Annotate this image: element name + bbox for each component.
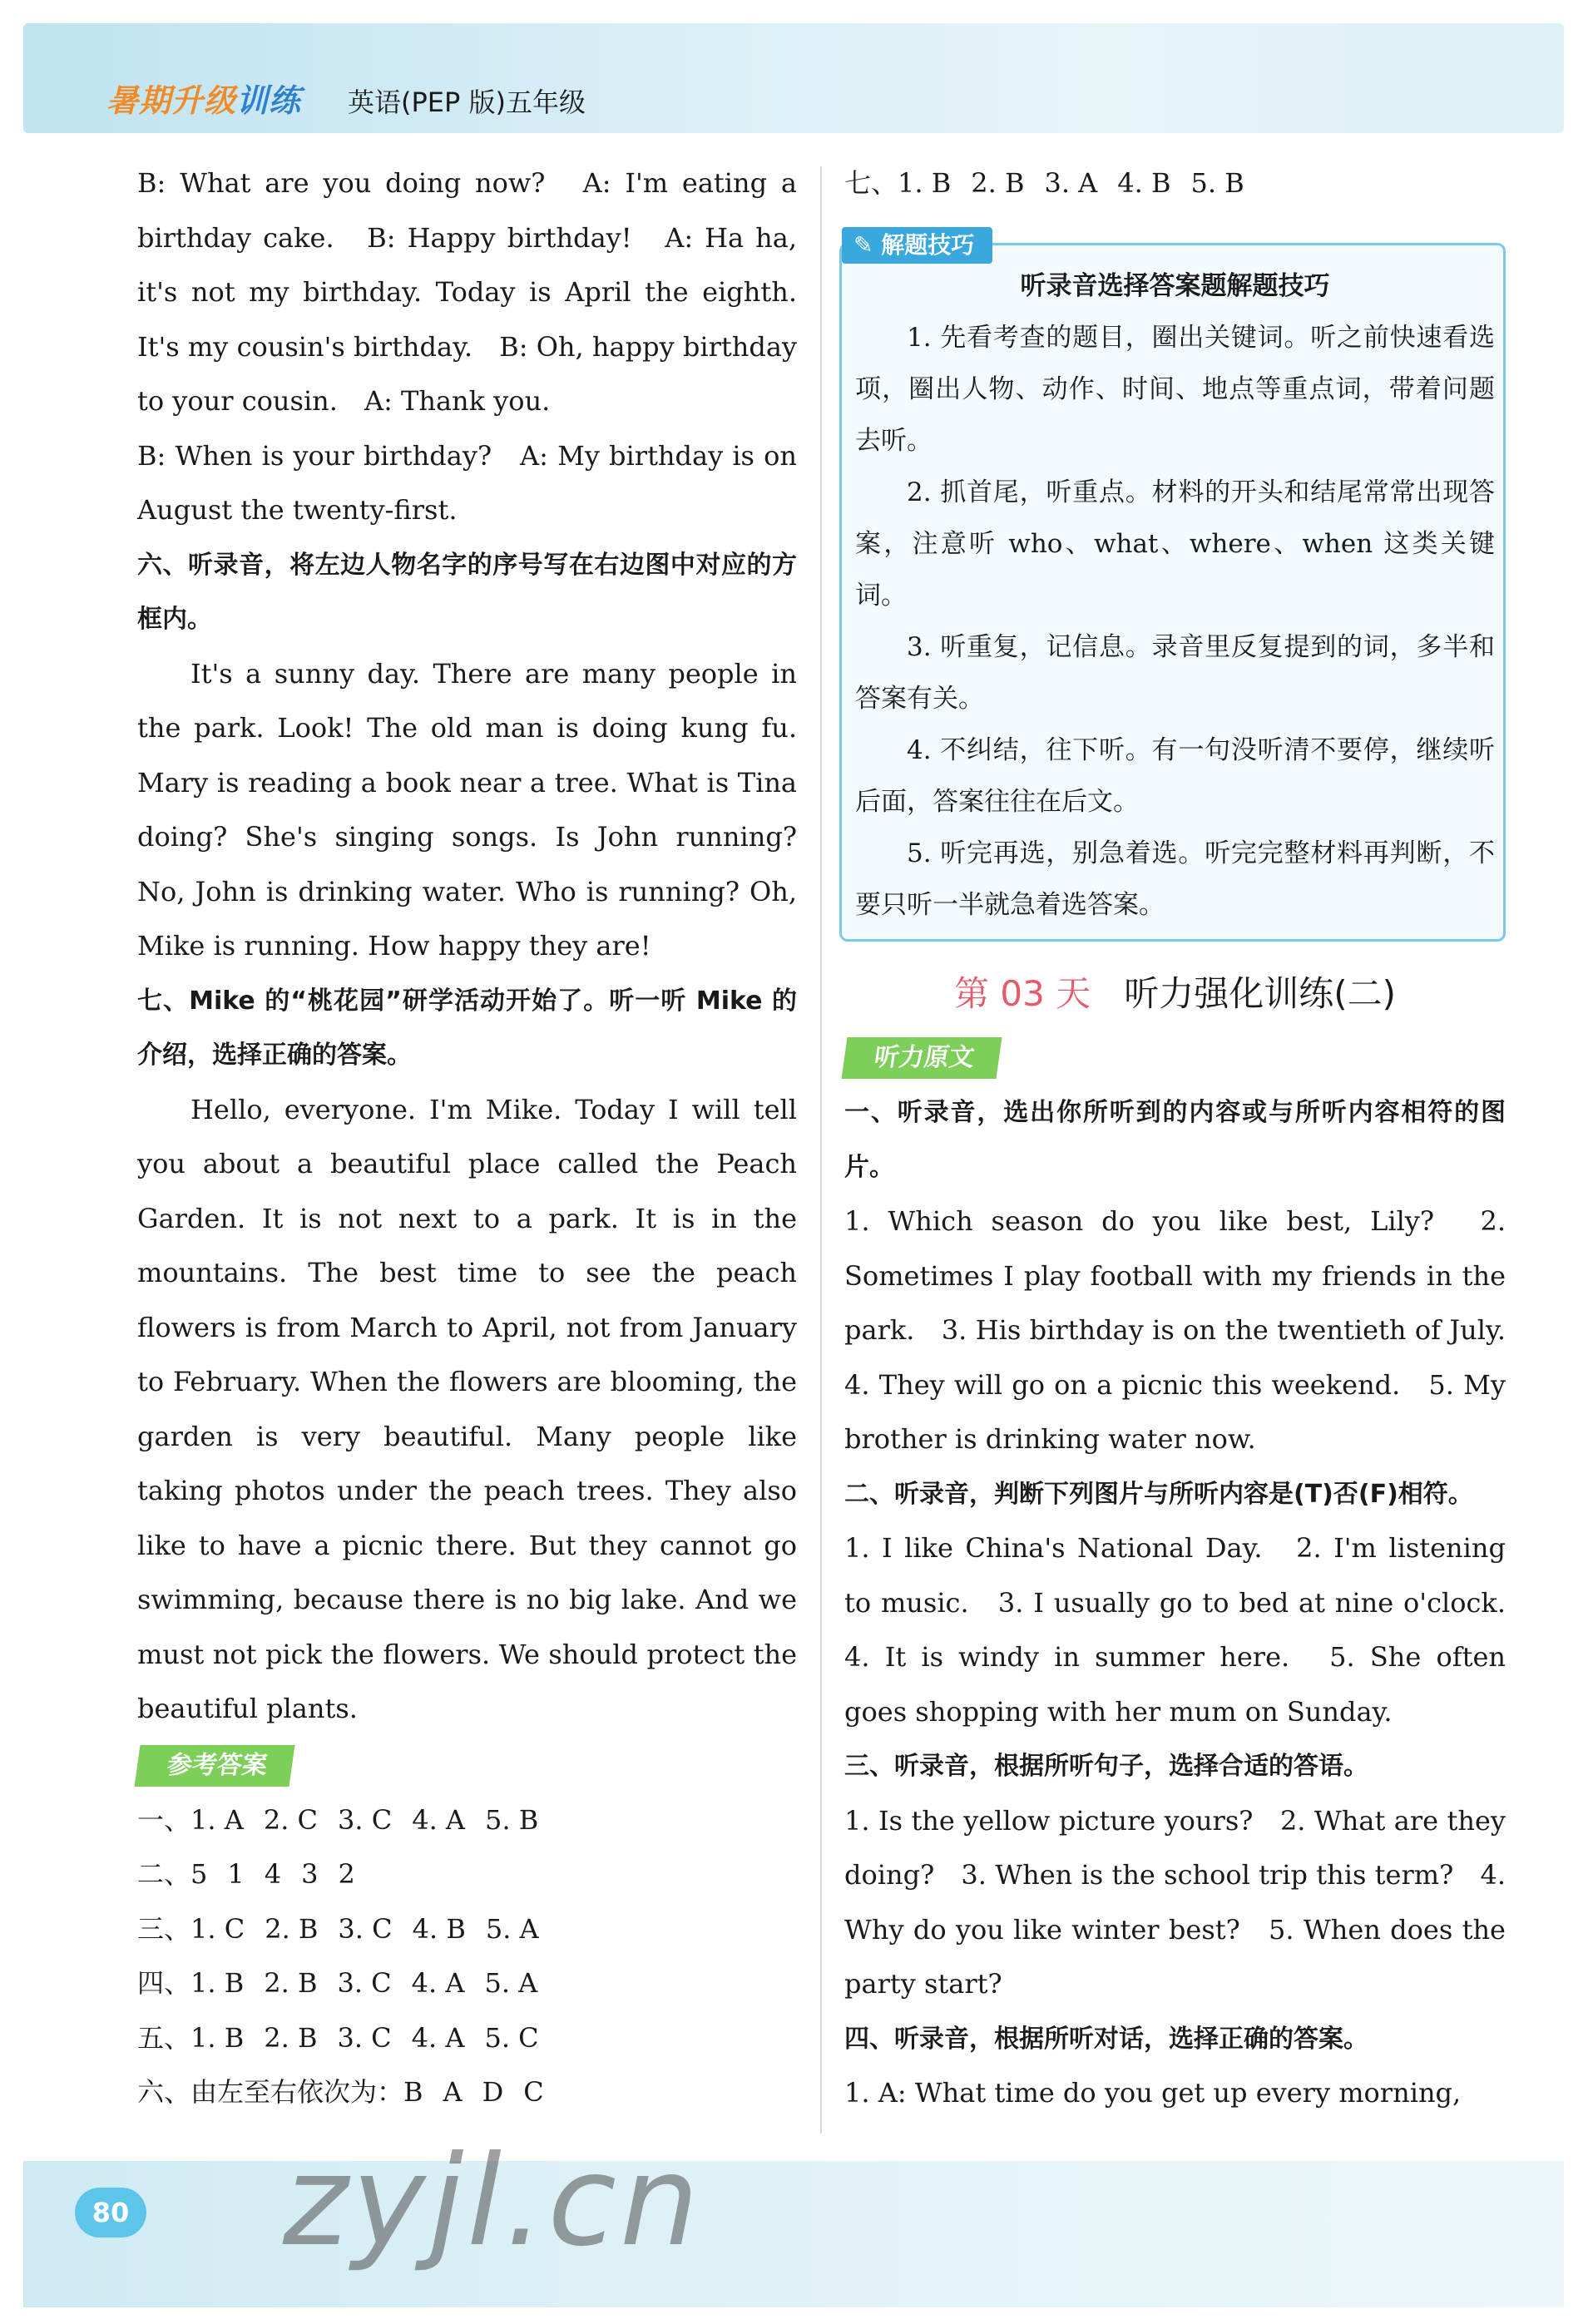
tip-item: 5. 听完再选，别急着选。听完完整材料再判断，不要只听一半就急着选答案。 — [855, 838, 1495, 920]
answer-row: 七、1. B 2. B 3. A 4. B 5. B — [844, 167, 1244, 199]
answer-row: 四、1. B 2. B 3. C 4. A 5. A — [137, 1967, 538, 1999]
listening-script: It's a sunny day. There are many people in the park. Look! The old man is doing kung fu. Mary is reading a book near a tree. What is Tina doing? She's singing songs. Is John running? No, John is drinking water. Who is running? Oh, Mike is running. How happy they are! — [137, 657, 797, 962]
listening-script: 1. Is the yellow picture yours? 2. What are they doing? 3. When is the school trip this term? 4. Why do you like winter best? 5. When does the party start? — [844, 1804, 1506, 2000]
answer-row: 二、5 1 4 3 2 — [137, 1858, 355, 1890]
subject-title: 英语(PEP 版)五年级 — [348, 87, 586, 118]
brand-logo: 暑期升级训练 — [106, 82, 302, 119]
dialogue-text: B: When is your birthday? A: My birthday is on August the twenty-first. — [137, 439, 797, 526]
section-title: 七、Mike 的“桃花园”研学活动开始了。听一听 Mike 的介绍，选择正确的答案。 — [137, 986, 797, 1070]
tips-title: 听录音选择答案题解题技巧 — [1020, 270, 1330, 301]
page-number: 80 — [75, 2188, 146, 2237]
tip-item: 2. 抓首尾，听重点。材料的开头和结尾常常出现答案，注意听 who、what、where、when 这类关键词。 — [855, 477, 1495, 611]
day-title: 听力强化训练(二) — [1124, 972, 1396, 1014]
section-title: 一、听录音，选出你所听到的内容或与所听内容相符的图片。 — [844, 1098, 1506, 1182]
tip-item: 3. 听重复，记信息。录音里反复提到的词，多半和答案有关。 — [855, 631, 1495, 714]
listening-script: Hello, everyone. I'm Mike. Today I will tell you about a beautiful place called the Peach Garden. It is not next to a park. It is in the mountains. The best time to see the peach flowers is from March to April, not from January to February. When the flowers are blooming, the garden is very beautiful. Many people like taking photos under the peach trees. They also like to have a picnic there. But they cannot go swimming, because there is no big lake. And we must not pick the flowers. We should protect the beautiful plants. — [137, 1093, 797, 1724]
day-heading — [844, 967, 1506, 1021]
section-title: 二、听录音，判断下列图片与所听内容是(T)否(F)相符。 — [844, 1479, 1473, 1509]
answers-tag: 参考答案 — [134, 1745, 294, 1787]
day-number: 第 03 天 — [954, 972, 1091, 1014]
answer-row: 三、1. C 2. B 3. C 4. B 5. A — [137, 1912, 539, 1945]
answer-row: 六、由左至右依次为：B A D C — [137, 2076, 544, 2108]
section-title: 三、听录音，根据所听句子，选择合适的答语。 — [844, 1752, 1368, 1781]
answer-row: 一、1. A 2. C 3. C 4. A 5. B — [137, 1803, 539, 1836]
page-footer — [23, 2161, 1564, 2307]
watermark: zyjl.cn — [283, 2129, 703, 2274]
listening-script: 1. Which season do you like best, Lily? 2. Sometimes I play football with my friends in the park. 3. His birthday is on the twentieth of July. 4. They will go on a picnic this weekend. 5. My brother is drinking water now. — [844, 1205, 1533, 1455]
tip-item: 4. 不纠结，往下听。有一句没听清不要停，继续听后面，答案往往在后文。 — [855, 734, 1495, 817]
column-divider — [820, 166, 822, 2134]
tips-box — [839, 230, 1506, 942]
section-title: 四、听录音，根据所听对话，选择正确的答案。 — [844, 2024, 1368, 2054]
listening-script: 1. A: What time do you get up every morning, — [844, 2077, 1462, 2109]
dialogue-text: B: What are you doing now? A: I'm eating a birthday cake. B: Happy birthday! A: Ha ha, it's not my birthday. Today is April the eighth. It's my cousin's birthday. B: Oh, happy birthday to your cousin. A: Thank you. — [137, 167, 797, 417]
section-title: 六、听录音，将左边人物名字的序号写在右边图中对应的方框内。 — [137, 550, 797, 634]
left-column — [137, 156, 797, 2120]
answer-row: 五、1. B 2. B 3. C 4. A 5. C — [137, 2021, 539, 2054]
right-column — [844, 156, 1533, 2121]
answer-list — [844, 156, 1506, 211]
tip-item: 1. 先看考查的题目，圈出关键词。听之前快速看选项，圈出人物、动作、时间、地点等重点词，带着问题去听。 — [855, 322, 1495, 456]
answer-list — [137, 1793, 797, 2120]
listening-script: 1. I like China's National Day. 2. I'm listening to music. 3. I usually go to bed at nine o'clock. 4. It is windy in summer here. 5. She often goes shopping with her mum on Sunday. — [844, 1532, 1533, 1728]
script-tag: 听力原文 — [841, 1037, 1002, 1079]
tips-tag: ✎ 解题技巧 — [842, 227, 992, 264]
